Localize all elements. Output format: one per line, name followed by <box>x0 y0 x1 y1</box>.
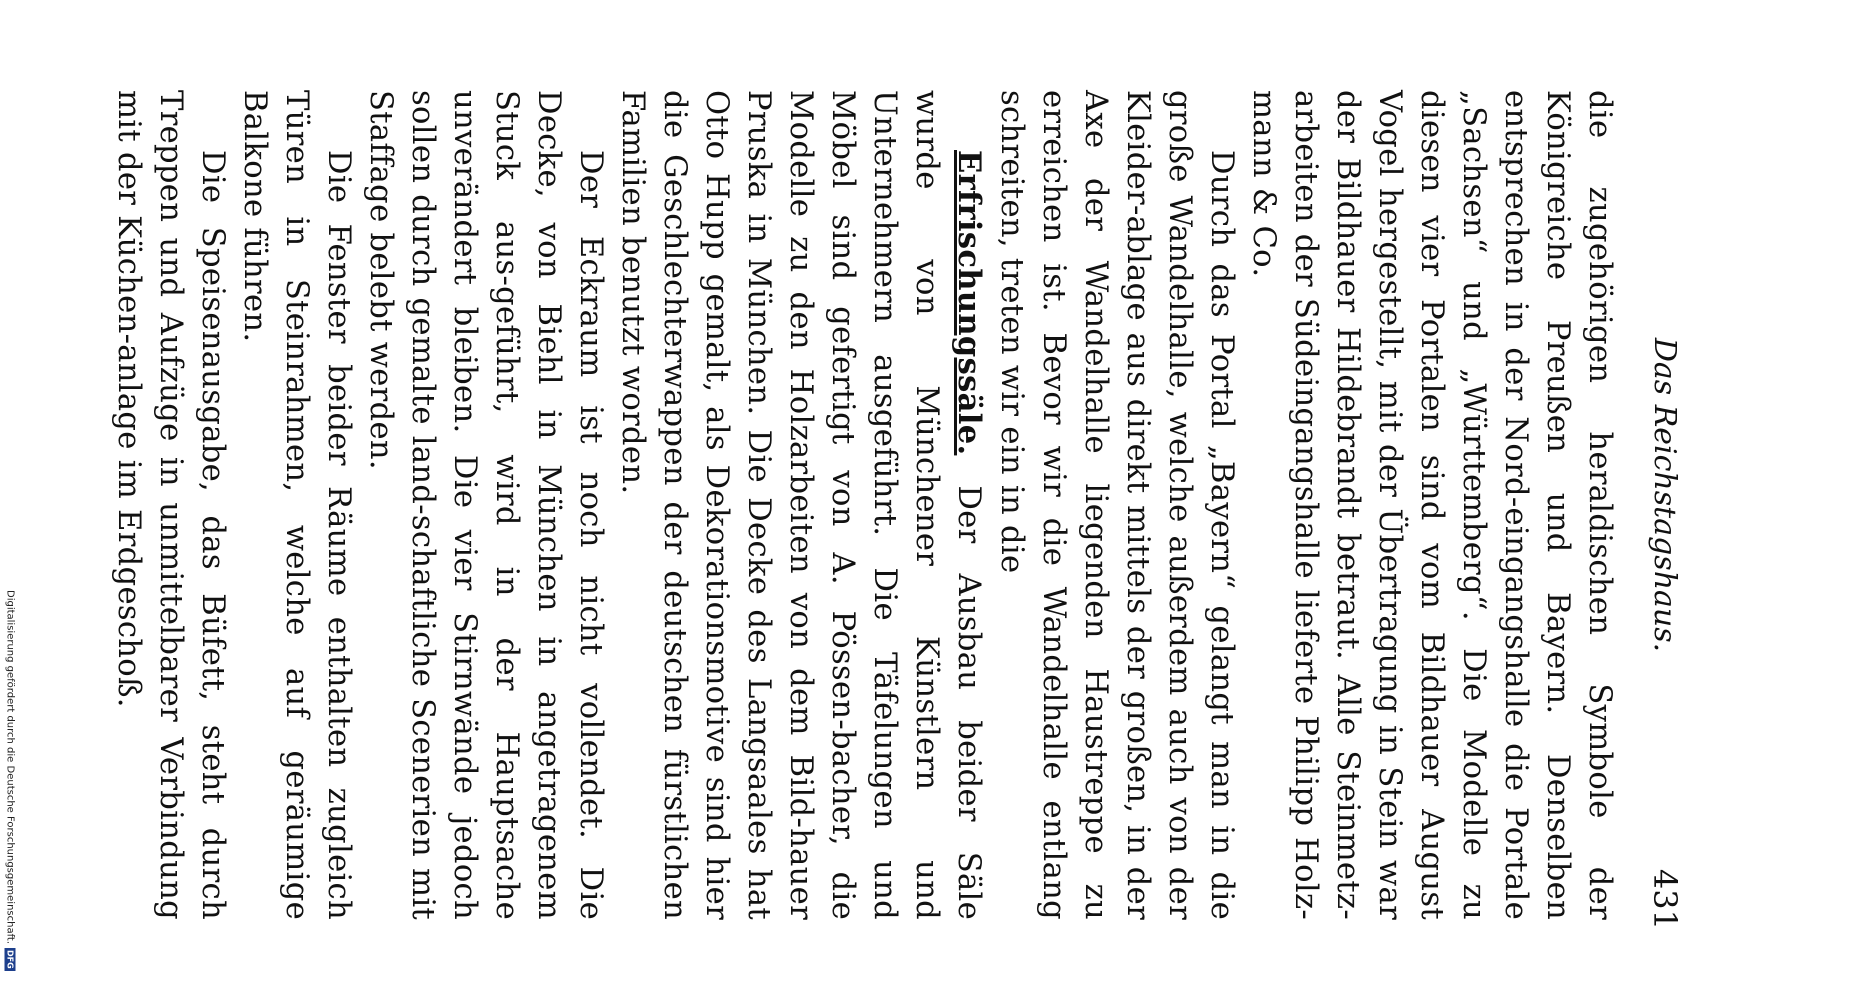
paragraph-text: Der Eckraum ist noch nicht vollendet. Die Decke, von Biehl in München in angetragenem Stuck aus-geführt, wird in der Hauptsache unverändert bleiben. Die vier Stirnwände jedoch sollen durch gemalte land-schaftliche Scenerien mit Staffage belebt werden. <box>363 90 608 920</box>
paragraph <box>990 90 1242 920</box>
paragraph-text: die zugehörigen heraldischen Symbole der Königreiche Preußen und Bayern. Denselben entsprechen in der Nord-eingangshalle die Portale „Sachsen“ und „Württemberg“. Die Modelle zu diesen vier Portalen sind vom Bildhauer August Vogel hergestellt, mit der Übertragung in Stein war der Bildhauer Hildebrandt betraut. Alle Steinmetz-arbeiten der Südeingangshalle lieferte Philipp Holz-mann & Co. <box>1246 90 1617 920</box>
paragraph <box>359 90 611 920</box>
body-text <box>107 40 1620 950</box>
paragraph <box>233 90 359 920</box>
dfg-logo-icon: DFG <box>5 950 15 969</box>
paragraph-text: Die Fenster beider Räume enthalten zugleich Türen in Steinrahmen, welche auf geräumige Balkone führen. <box>237 90 356 920</box>
paragraph-text: Durch das Portal „Bayern“ gelangt man in die große Wandelhalle, welche außerdem auch von der Kleider-ablage aus direkt mittels der großen, in der Axe der Wandelhalle liegenden Haustreppe zu erreichen ist. Bevor wir die Wandelhalle entlang schreiten, treten wir ein in die <box>994 90 1239 920</box>
paragraph-text: Die Speisenausgabe, das Büfett, steht durch Treppen und Aufzüge in unmittelbarer Verbindung mit der Küchen-anlage im Erdgeschoß. <box>111 90 230 920</box>
section-heading: Erfrischungssäle. <box>951 150 987 456</box>
paragraph <box>107 90 233 920</box>
paragraph <box>1242 90 1620 920</box>
running-title: Das Reichstagshaus. <box>1647 337 1682 653</box>
page-number: 431 <box>1646 868 1684 930</box>
running-head <box>1620 40 1690 950</box>
book-page <box>111 40 1690 950</box>
digitization-credit-text: Digitalisierung gefördert durch die Deutsche Forschungsgemeinschaft. <box>4 590 16 945</box>
paragraph-text: Der Ausbau beider Säle wurde von Münchener Künstlern und Unternehmern ausgeführt. Die Täfelungen und Möbel sind gefertigt von A. Pössen-bacher, die Modelle zu den Holzarbeiten von dem Bild-hauer Pruska in München. Die Decke des Langsaales hat Otto Hupp gemalt, als Dekorationsmotive sind hier die Geschlechterwappen der deutschen fürstlichen Familien benutzt worden. <box>615 90 986 921</box>
digitization-credit-sidebar <box>0 590 20 1000</box>
paragraph <box>611 90 990 920</box>
